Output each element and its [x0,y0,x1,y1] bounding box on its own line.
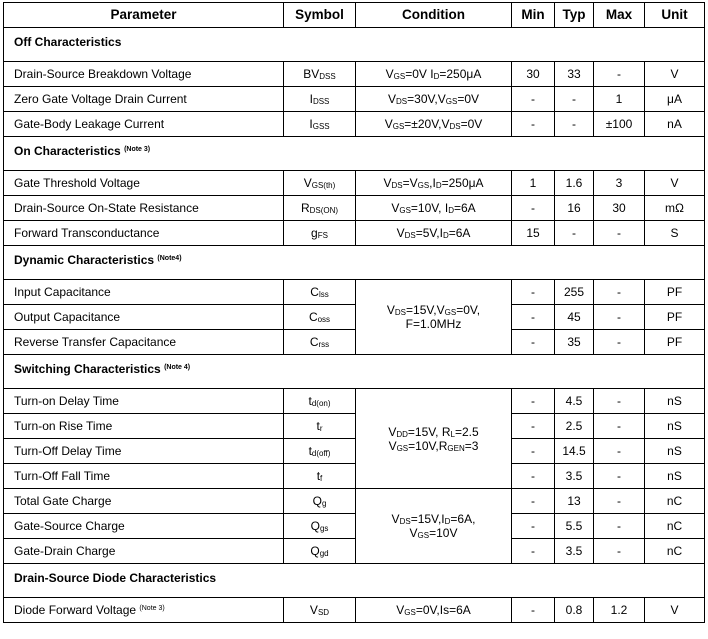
min-cell: 15 [512,221,555,246]
typ-cell: 14.5 [555,439,594,464]
table-row [4,464,705,489]
symbol-cell: $C_{oss}$ [284,305,356,330]
condition-cell: $V_{GS}=10V$, $I_D=6A$ [356,196,512,221]
typ-cell: 1.6 [555,171,594,196]
symbol-cell: $C_{lss}$ [284,280,356,305]
min-cell: 1 [512,171,555,196]
unit-cell: V [645,171,705,196]
unit-cell: PF [645,330,705,355]
param-cell: Diode Forward Voltage $^{(Note 3)}$ [4,598,284,623]
symbol-cell: $t_{d(on)}$ [284,389,356,414]
condition-cell: $V_{GS}=0V$ $I_D=250\mu A$ [356,62,512,87]
symbol-cell: $BV_{DSS}$ [284,62,356,87]
typ-cell: - [555,87,594,112]
min-cell: - [512,489,555,514]
param-cell: Reverse Transfer Capacitance [4,330,284,355]
symbol-cell: $t_f$ [284,464,356,489]
section-off-title: Off Characteristics [4,28,705,62]
symbol-cell: $Q_{gs}$ [284,514,356,539]
min-cell: - [512,112,555,137]
unit-cell: PF [645,305,705,330]
table-row [4,414,705,439]
table-row [4,389,705,414]
condition-cell: $V_{GS}=\pm 20V,V_{DS}=0V$ [356,112,512,137]
param-cell: Output Capacitance [4,305,284,330]
max-cell: - [594,539,645,564]
typ-cell: 5.5 [555,514,594,539]
table-row [4,305,705,330]
min-cell: - [512,196,555,221]
typ-cell: 35 [555,330,594,355]
typ-cell: 2.5 [555,414,594,439]
unit-cell: nC [645,489,705,514]
max-cell: - [594,414,645,439]
typ-cell: 4.5 [555,389,594,414]
unit-cell: V [645,62,705,87]
typ-cell: - [555,221,594,246]
symbol-cell: $I_{DSS}$ [284,87,356,112]
unit-cell: nS [645,464,705,489]
max-cell: 3 [594,171,645,196]
condition-cell-switching: $V_{DD}=15V$, $R_L=2.5$ $V_{GS}=10V,R_{GEN}=3$ [356,389,512,489]
min-cell: 30 [512,62,555,87]
table-row [4,196,705,221]
symbol-cell: $g_{FS}$ [284,221,356,246]
min-cell: - [512,539,555,564]
unit-cell: nC [645,514,705,539]
section-on-title: On Characteristics $^{(Note 3)}$ [4,137,705,171]
unit-cell: nS [645,414,705,439]
param-cell: Drain-Source On-State Resistance [4,196,284,221]
section-row [4,564,705,598]
section-dynamic-title: Dynamic Characteristics $^{(Note4)}$ [4,246,705,280]
param-cell: Gate-Body Leakage Current [4,112,284,137]
table-row [4,539,705,564]
min-cell: - [512,514,555,539]
section-switching-title: Switching Characteristics $^{(Note 4)}$ [4,355,705,389]
section-row [4,28,705,62]
min-cell: - [512,280,555,305]
typ-cell: 45 [555,305,594,330]
param-cell: Turn-on Rise Time [4,414,284,439]
unit-cell: S [645,221,705,246]
max-cell: - [594,62,645,87]
min-cell: - [512,330,555,355]
min-cell: - [512,464,555,489]
section-row [4,137,705,171]
max-cell: - [594,489,645,514]
condition-cell: $V_{DS}=30V,V_{GS}=0V$ [356,87,512,112]
min-cell: - [512,439,555,464]
unit-cell: V [645,598,705,623]
param-cell: Zero Gate Voltage Drain Current [4,87,284,112]
table-row [4,598,705,623]
unit-cell: nC [645,539,705,564]
typ-cell: 33 [555,62,594,87]
table-row [4,221,705,246]
symbol-cell: $Q_g$ [284,489,356,514]
max-cell: 1 [594,87,645,112]
condition-cell-capacitance: $V_{DS}=15V,V_{GS}=0V$, F=1.0MHz [356,280,512,355]
condition-cell: $V_{DS}=5V,I_D=6A$ [356,221,512,246]
condition-cell: $V_{GS}=0V,Is=6A$ [356,598,512,623]
section-diode-title: Drain-Source Diode Characteristics [4,564,705,598]
typ-cell: 16 [555,196,594,221]
header-symbol: Symbol [284,3,356,28]
unit-cell: mΩ [645,196,705,221]
unit-cell: nA [645,112,705,137]
max-cell: - [594,439,645,464]
min-cell: - [512,87,555,112]
symbol-cell: $Q_{gd}$ [284,539,356,564]
condition-cell-gate-charge: $V_{DS}=15V,I_D=6A$, $V_{GS}=10V$ [356,489,512,564]
min-cell: - [512,389,555,414]
section-row [4,355,705,389]
param-cell: Gate-Source Charge [4,514,284,539]
min-cell: - [512,414,555,439]
table-row [4,439,705,464]
max-cell: - [594,305,645,330]
min-cell: - [512,305,555,330]
param-cell: Turn-Off Delay Time [4,439,284,464]
header-max: Max [594,3,645,28]
header-row [4,3,705,28]
typ-cell: 3.5 [555,539,594,564]
typ-cell: 255 [555,280,594,305]
typ-cell: - [555,112,594,137]
param-cell: Gate Threshold Voltage [4,171,284,196]
header-unit: Unit [645,3,705,28]
param-cell: Forward Transconductance [4,221,284,246]
table-row [4,489,705,514]
typ-cell: 3.5 [555,464,594,489]
param-cell: Drain-Source Breakdown Voltage [4,62,284,87]
unit-cell: nS [645,439,705,464]
table-row [4,280,705,305]
max-cell: - [594,221,645,246]
table-row [4,112,705,137]
table-row [4,330,705,355]
symbol-cell: $V_{GS(th)}$ [284,171,356,196]
param-cell: Total Gate Charge [4,489,284,514]
header-condition: Condition [356,3,512,28]
param-cell: Input Capacitance [4,280,284,305]
min-cell: - [512,598,555,623]
table-row [4,87,705,112]
max-cell: - [594,280,645,305]
param-cell: Turn-Off Fall Time [4,464,284,489]
typ-cell: 0.8 [555,598,594,623]
unit-cell: nS [645,389,705,414]
max-cell: - [594,330,645,355]
symbol-cell: $R_{DS(ON)}$ [284,196,356,221]
header-parameter: Parameter [4,3,284,28]
max-cell: - [594,389,645,414]
header-typ: Typ [555,3,594,28]
table-row [4,62,705,87]
unit-cell: PF [645,280,705,305]
max-cell: - [594,464,645,489]
table-row [4,171,705,196]
param-cell: Gate-Drain Charge [4,539,284,564]
symbol-cell: $C_{rss}$ [284,330,356,355]
max-cell: ±100 [594,112,645,137]
symbol-cell: $t_{d(off)}$ [284,439,356,464]
electrical-characteristics-table [3,2,705,623]
table-row [4,514,705,539]
max-cell: - [594,514,645,539]
section-row [4,246,705,280]
condition-cell: $V_{DS}=V_{GS},I_D=250\mu A$ [356,171,512,196]
typ-cell: 13 [555,489,594,514]
symbol-cell: $I_{GSS}$ [284,112,356,137]
max-cell: 30 [594,196,645,221]
symbol-cell: $V_{SD}$ [284,598,356,623]
param-cell: Turn-on Delay Time [4,389,284,414]
symbol-cell: $t_r$ [284,414,356,439]
header-min: Min [512,3,555,28]
unit-cell: μA [645,87,705,112]
max-cell: 1.2 [594,598,645,623]
